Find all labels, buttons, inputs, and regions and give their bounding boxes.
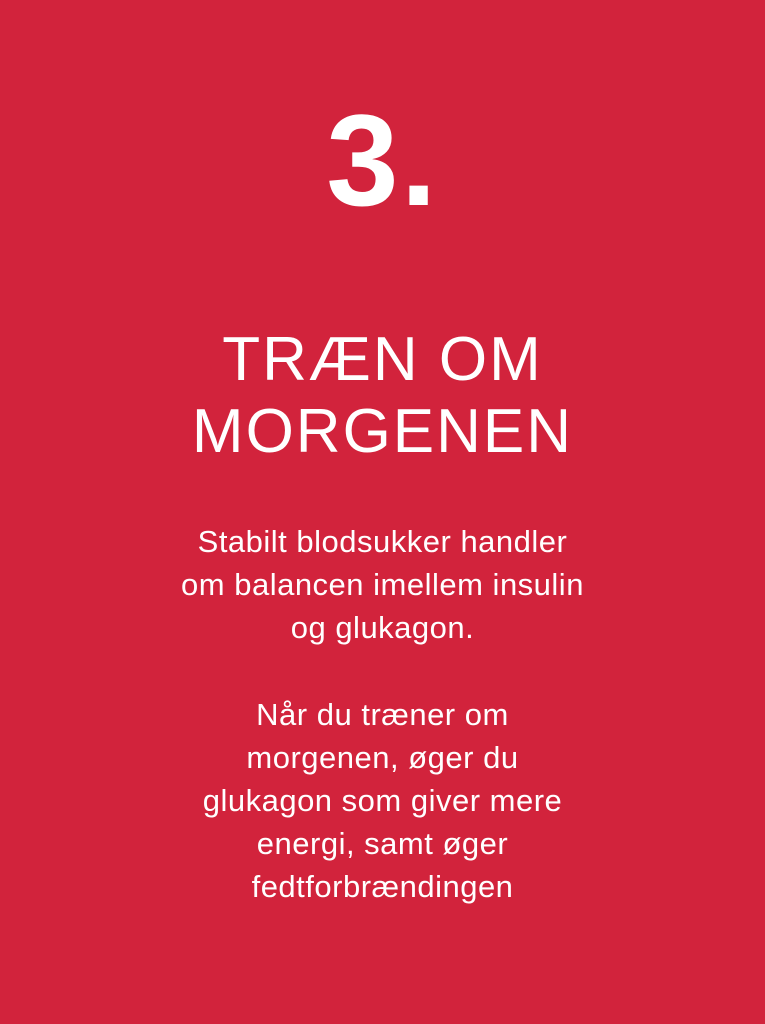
body-paragraph-1-line-2: om balancen imellem insulin — [181, 566, 584, 602]
body-paragraph-1 — [0, 520, 765, 649]
body-paragraph-2-line-3: glukagon som giver mere — [202, 782, 563, 818]
page-title-line-1: TRÆN OM — [222, 324, 543, 394]
body-paragraph-1-line-1: Stabilt blodsukker handler — [197, 523, 568, 559]
body-paragraph-1-line-3: og glukagon. — [290, 609, 475, 645]
body-paragraph-2-line-4: energi, samt øger — [256, 825, 509, 861]
page-title-line-2: MORGENEN — [191, 396, 574, 466]
body-paragraph-2-line-2: morgenen, øger du — [246, 739, 519, 775]
body-paragraph-2-line-1: Når du træner om — [256, 696, 509, 732]
page-title — [0, 324, 765, 468]
body-paragraph-2 — [0, 693, 765, 908]
body-paragraph-2-line-5: fedtforbrændingen — [251, 868, 514, 904]
step-number: 3. — [326, 87, 439, 233]
